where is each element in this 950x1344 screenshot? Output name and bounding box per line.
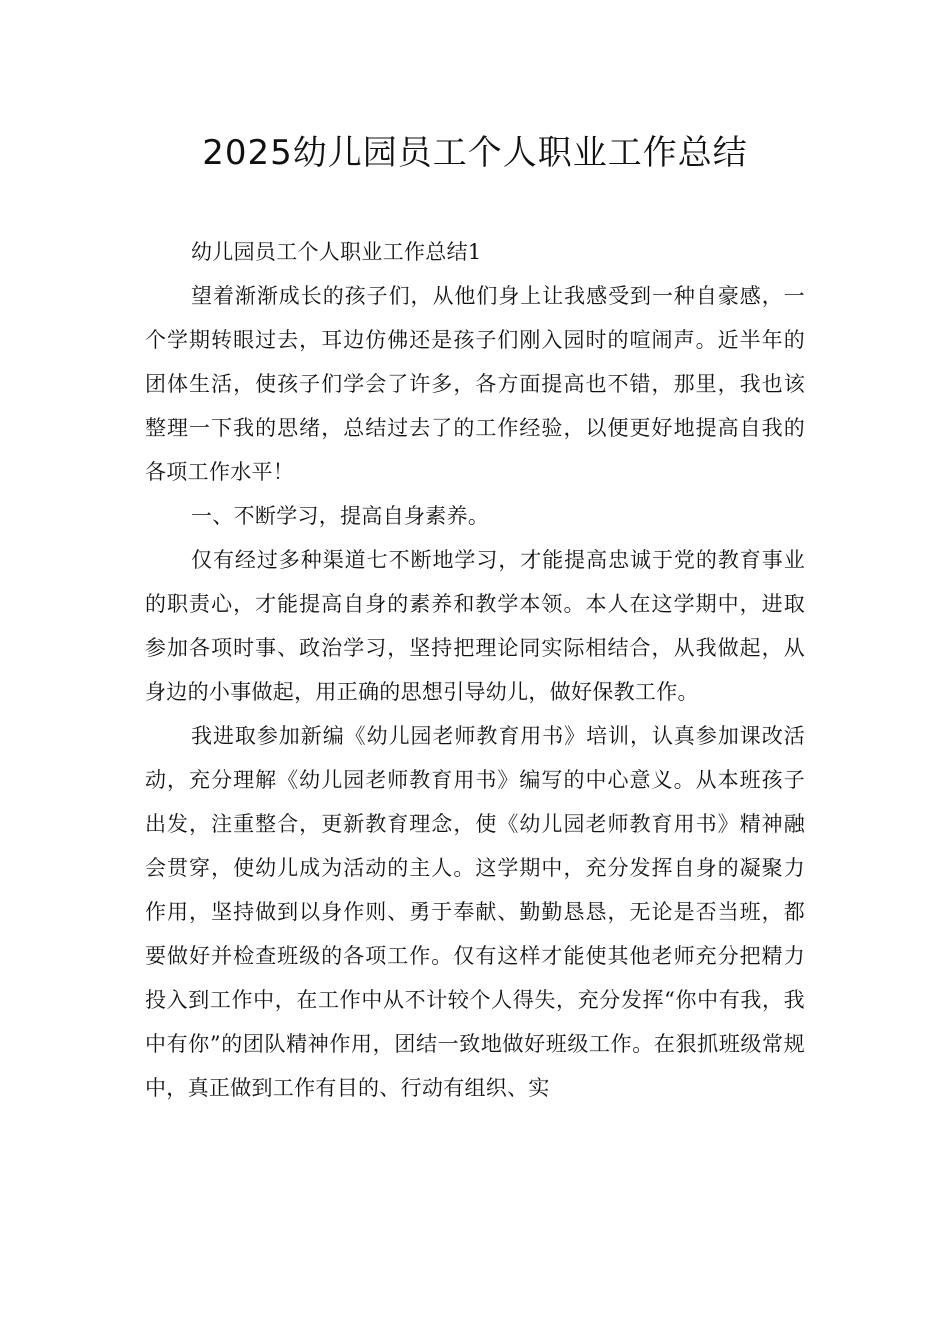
- paragraph: 仅有经过多种渠道七不断地学习，才能提高忠诚于党的教育事业的职责心，才能提高自身的素养和教学本领。本人在这学期中，进取参加各项时事、政治学习，坚持把理论同实际相结合，从我做起，从身边的小事做起，用正确的思想引导幼儿，做好保教工作。: [145, 548, 805, 704]
- paragraph: 望着渐渐成长的孩子们，从他们身上让我感受到一种自豪感，一个学期转眼过去，耳边仿佛还是孩子们刚入园时的喧闹声。近半年的团体生活，使孩子们学会了许多，各方面提高也不错，那里，我也该整理一下我的思绪，总结过去了的工作经验，以便更好地提高自我的各项工作水平！: [145, 284, 805, 484]
- subsection-heading: 一、不断学习，提高自身素养。: [191, 504, 490, 528]
- paragraph: 我进取参加新编《幼儿园老师教育用书》培训，认真参加课改活动，充分理解《幼儿园老师教育用书》编写的中心意义。从本班孩子出发，注重整合，更新教育理念，使《幼儿园老师教育用书》精神融会贯穿，使幼儿成为活动的主人。这学期中，充分发挥自身的凝聚力作用，坚持做到以身作则、勇于奉献、勤勤恳恳，无论是否当班，都要做好并检查班级的各项工作。仅有这样才能使其他老师充分把精力投入到工作中，在工作中从不计较个人得失，充分发挥“你中有我，我中有你”的团队精神作用，团结一致地做好班级工作。在狠抓班级常规中，真正做到工作有目的、行动有组织、实: [145, 724, 805, 1100]
- section-heading: 幼儿园员工个人职业工作总结1: [191, 240, 482, 264]
- document-body: [145, 230, 805, 1110]
- document-title: 2025幼儿园员工个人职业工作总结: [202, 133, 748, 173]
